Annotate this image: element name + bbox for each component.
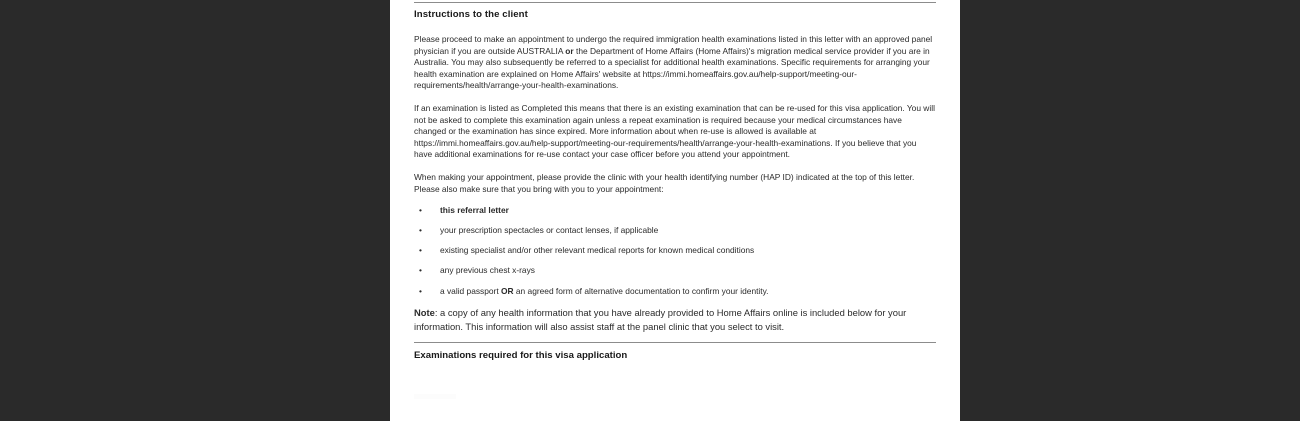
list-item-label xyxy=(440,205,509,215)
emphasis-text: or xyxy=(565,45,574,56)
section-heading-examinations: Examinations required for this visa application xyxy=(414,350,628,362)
note-label: Note xyxy=(414,307,435,319)
paragraph-hap-id-bring: When making your appointment, please provide the clinic with your health identifying number (HAP ID) indicated at the top of this letter. Please also make sure that you bring with you to your appointment: xyxy=(414,171,915,194)
list-item xyxy=(414,286,936,298)
bullet-icon: • xyxy=(419,205,422,216)
bring-to-appointment-list xyxy=(414,205,936,297)
emphasis-text: this referral letter xyxy=(440,205,509,216)
list-item xyxy=(414,265,936,277)
list-item-label: a valid passport OR an agreed form of alternative documentation to confirm your identity. xyxy=(440,285,769,296)
list-item xyxy=(414,245,936,257)
paragraph-appointment-instructions: Please proceed to make an appointment to undergo the required immigration health examinations listed in this letter with an approved panel physician if you are outside AUSTRALIA or the Department of Home Affairs (Home Affairs)'s migration medical service provider if you are in Australia. You may also subsequently be referred to a specialist for additional health examinations. Specific requirements for arranging your health examination are explained on Home Affairs' website at https://immi.homeaffairs.gov.au/help-support/meeting-our-requirements/health/arrange-your-health-examinations. xyxy=(414,34,933,91)
page-artifact xyxy=(414,394,456,399)
note-body: : a copy of any health information that you have already provided to Home Affairs online is included below for your information. This information will also assist staff at the panel clinic that you select to visit. xyxy=(414,307,907,333)
paragraph-note xyxy=(414,306,936,334)
bullet-icon: • xyxy=(419,245,422,256)
paragraph-completed-examination-reuse: If an examination is listed as Completed this means that there is an existing examination that can be re-used for this visa application. You will not be asked to complete this examination again unless a repeat examination is required because your medical circumstances have changed or the examination has since expired. More information about when re-use is allowed is available at https://immi.homeaffairs.gov.au/help-support/meeting-our-requirements/health/arrange-your-health-examinations. If you believe that you have additional examinations for re-use contact your case officer before you attend your appointment. xyxy=(414,102,935,160)
list-item xyxy=(414,225,936,237)
section-heading-instructions: Instructions to the client xyxy=(414,9,528,20)
bullet-icon: • xyxy=(419,285,422,296)
emphasis-text: OR xyxy=(501,285,514,296)
document-page xyxy=(390,0,960,421)
list-item-label: your prescription spectacles or contact lenses, if applicable xyxy=(440,225,659,236)
bullet-icon: • xyxy=(419,265,422,276)
list-item xyxy=(414,205,936,217)
divider-bottom xyxy=(414,342,936,343)
divider-top xyxy=(414,2,936,3)
list-item-label: existing specialist and/or other relevant medical reports for known medical conditions xyxy=(440,245,755,256)
page-content xyxy=(414,0,936,362)
list-item-label: any previous chest x-rays xyxy=(440,265,535,276)
bullet-icon: • xyxy=(419,225,422,236)
